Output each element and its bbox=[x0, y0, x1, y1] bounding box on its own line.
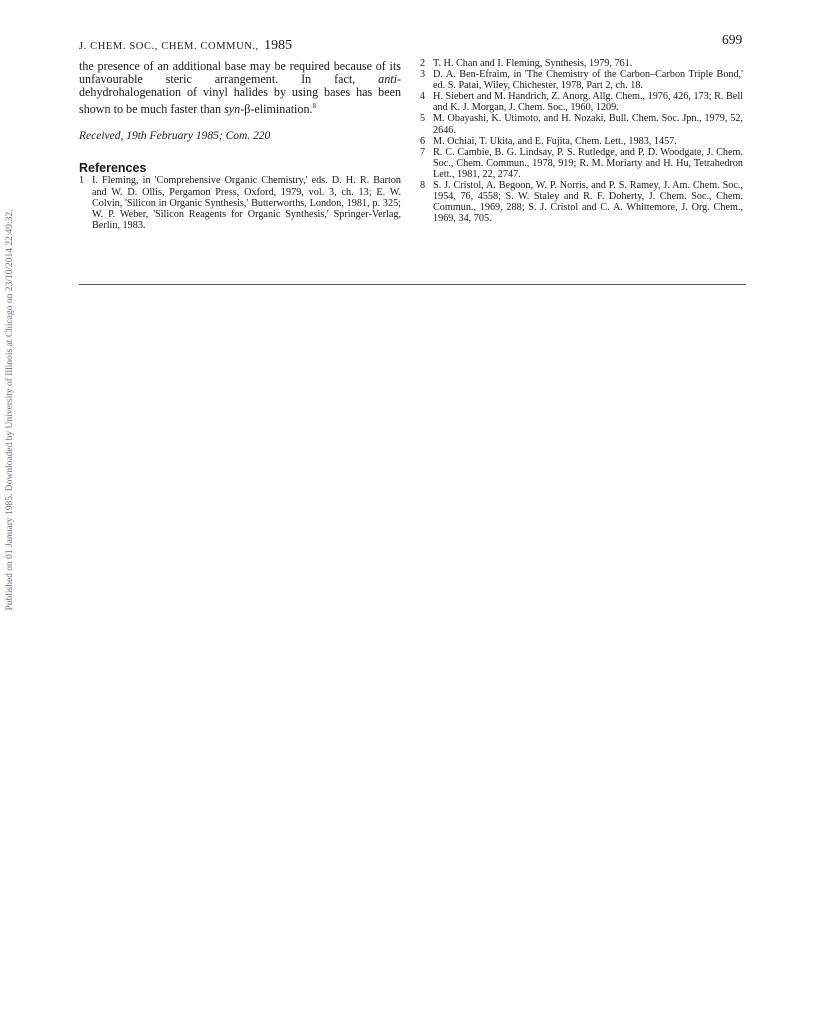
download-watermark-text: Published on 01 January 1985. Downloaded by University of Illinois at Chicago on 23/10/2014 22:49:32. bbox=[5, 209, 15, 611]
reference-number: 3 bbox=[420, 69, 426, 81]
reference-number: 6 bbox=[420, 135, 426, 147]
body-italic-anti: anti bbox=[378, 72, 397, 87]
received-line: Received, 19th February 1985; Com. 220 bbox=[79, 129, 271, 142]
reference-number: 7 bbox=[420, 146, 426, 158]
footnote-ref: 8 bbox=[312, 101, 317, 110]
reference-text: I. Fleming, in 'Comprehensive Organic Chemistry,' eds. D. H. R. Barton and W. D. Ollis, Pergamon Press, Oxford, 1979, vol. 3, ch. 13; E. W. Colvin, 'Silicon in Organic Synthesis,' Butterworths, London, 1981, p. 325; W. P. Weber, 'Silicon Reagents for Organic Synthesis,' Springer-Verlag, Berlin, 1983. bbox=[92, 175, 401, 231]
reference-item bbox=[420, 180, 743, 224]
journal-name: J. CHEM. SOC., CHEM. COMMUN., bbox=[79, 41, 259, 52]
left-column bbox=[79, 60, 401, 231]
reference-item bbox=[420, 147, 743, 180]
journal-year: 1985 bbox=[264, 38, 293, 53]
reference-text: M. Ochiai, T. Ukita, and E. Fujita, Chem. Lett., 1983, 1457. bbox=[433, 135, 677, 147]
body-text-1: the presence of an additional base may be required because of its unfavourable steric arrangement. In fact, bbox=[79, 59, 401, 87]
reference-number: 1 bbox=[79, 175, 85, 187]
reference-item bbox=[420, 69, 743, 91]
reference-number: 5 bbox=[420, 113, 426, 125]
body-text-3: -β-elimination. bbox=[240, 101, 313, 116]
references-heading: References bbox=[79, 161, 147, 176]
reference-text: H. Siebert and M. Handrich, Z. Anorg. Allg. Chem., 1976, 426, 173; R. Bell and K. J. Morgan, J. Chem. Soc., 1960, 1209. bbox=[433, 91, 743, 114]
reference-item bbox=[420, 113, 743, 135]
running-head bbox=[79, 38, 292, 54]
body-italic-syn: syn bbox=[224, 101, 241, 116]
reference-number: 4 bbox=[420, 91, 426, 103]
download-watermark bbox=[4, 180, 16, 640]
reference-item bbox=[420, 58, 743, 69]
reference-number: 8 bbox=[420, 180, 426, 192]
body-paragraph bbox=[79, 60, 401, 116]
reference-text: S. J. Cristol, A. Begoon, W. P. Norris, and P. S. Ramey, J. Am. Chem. Soc., 1954, 76, 4558; S. W. Staley and R. F. Doherty, J. Chem. Soc., Chem. Commun., 1969, 288; S. J. Cristol and C. A. Whittemore, J. Org. Chem., 1969, 34, 705. bbox=[433, 180, 743, 225]
reference-item bbox=[420, 91, 743, 113]
page-bottom-rule bbox=[79, 284, 746, 285]
reference-text: R. C. Cambie, B. G. Lindsay, P. S. Rutledge, and P. D. Woodgate, J. Chem. Soc., Chem. Commun., 1978, 919; R. M. Moriarty and H. Hu, Tetrahedron Lett., 1981, 22, 2747. bbox=[433, 146, 743, 180]
right-column bbox=[420, 58, 743, 224]
reference-item bbox=[79, 175, 401, 230]
reference-number: 2 bbox=[420, 58, 426, 69]
body-text-2: -dehydrohalogenation of vinyl halides by using bases has been shown to be much faster than bbox=[79, 72, 401, 116]
reference-text: T. H. Chan and I. Fleming, Synthesis, 1979, 761. bbox=[433, 58, 633, 69]
reference-text: M. Obayashi, K. Utimoto, and H. Nozaki, Bull. Chem. Soc. Jpn., 1979, 52, 2646. bbox=[433, 113, 743, 136]
page-number: 699 bbox=[722, 32, 743, 47]
reference-item bbox=[420, 136, 743, 147]
reference-text: D. A. Ben-Efraim, in 'The Chemistry of the Carbon–Carbon Triple Bond,' ed. S. Patai, Wiley, Chichester, 1978, Part 2, ch. 18. bbox=[433, 69, 743, 92]
